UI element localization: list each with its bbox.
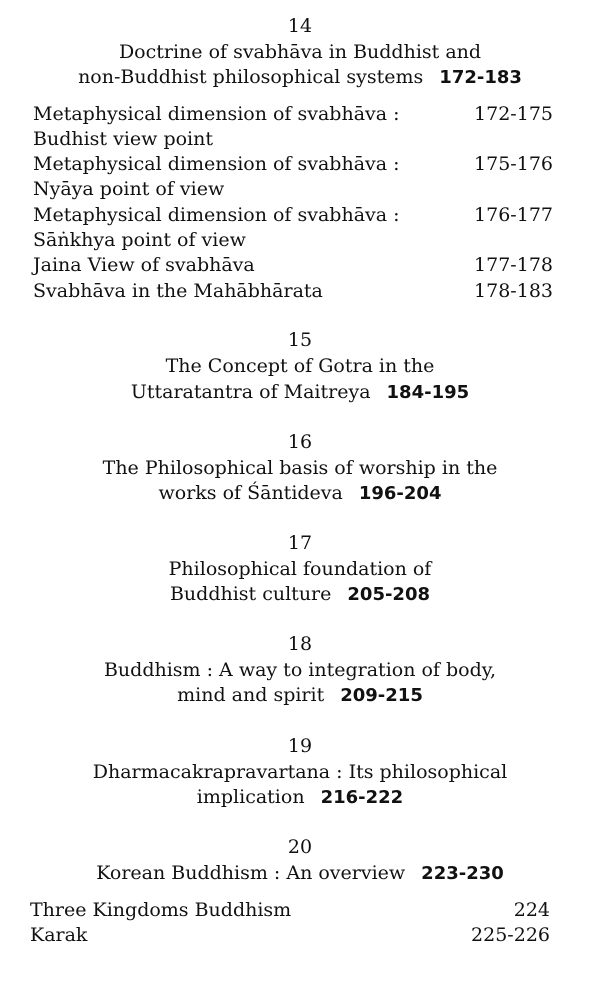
chapter-title-line: The Concept of Gotra in the (165, 355, 435, 377)
chapter-title-line: Buddhism : A way to integration of body, (103, 659, 497, 681)
section-title-continued: Sāṅkhya point of view (33, 229, 246, 251)
chapter-number: 20 (287, 836, 313, 858)
chapter-title-line-with-pages (0, 481, 600, 506)
chapter-page-range: 172-183 (439, 67, 522, 88)
chapter-title-line: works of Śāntideva (158, 482, 343, 504)
section-page-range: 176-177 (474, 204, 553, 226)
chapter-page-range: 184-195 (386, 382, 470, 403)
chapter-title-line: Uttaratantra of Maitreya (130, 381, 371, 403)
chapter-title-line-with-pages (0, 683, 600, 708)
section-page-range: 224 (513, 899, 550, 921)
chapter-page-range: 209-215 (340, 685, 423, 706)
section-title: Svabhāva in the Mahābhārata (33, 280, 323, 302)
section-title: Metaphysical dimension of svabhāva : (33, 153, 400, 175)
chapter-page-range: 196-204 (358, 483, 442, 504)
section-title-continued: Budhist view point (33, 128, 214, 150)
section-title-continued: Nyāya point of view (33, 178, 225, 200)
section-title: Metaphysical dimension of svabhāva : (33, 204, 400, 226)
chapter-number: 15 (287, 329, 313, 351)
chapter-number: 14 (287, 15, 313, 37)
section-title: Metaphysical dimension of svabhāva : (33, 103, 400, 125)
section-page-range: 172-175 (474, 103, 553, 125)
section-title: Jaina View of svabhāva (33, 254, 255, 276)
chapter-page-range: 223-230 (421, 863, 504, 884)
chapter-title-line: mind and spirit (177, 684, 325, 706)
chapter-number: 16 (287, 431, 313, 453)
chapter-title-line: Korean Buddhism : An overview (96, 862, 406, 884)
chapter-title-line: The Philosophical basis of worship in the (102, 457, 498, 479)
chapter-title-line-with-pages (0, 582, 600, 607)
chapter-title-line: implication (196, 786, 305, 808)
section-page-range: 177-178 (474, 254, 553, 276)
chapter-number: 19 (287, 735, 313, 757)
section-title: Karak (30, 924, 88, 946)
chapter-title-line-with-pages (0, 861, 600, 886)
chapter-title-line: Buddhist culture (169, 583, 332, 605)
chapter-number: 18 (287, 633, 313, 655)
chapter-page-range: 216-222 (320, 787, 404, 808)
section-page-range: 175-176 (474, 153, 553, 175)
chapter-title-line: non-Buddhist philosophical systems (78, 66, 424, 88)
chapter-title-line-with-pages (0, 65, 600, 90)
chapter-title-line: Dharmacakrapravartana : Its philosophical (92, 761, 508, 783)
chapter-title-line-with-pages (0, 380, 600, 405)
section-page-range: 178-183 (474, 280, 553, 302)
chapter-title-line-with-pages (0, 785, 600, 810)
chapter-page-range: 205-208 (347, 584, 431, 605)
chapter-number: 17 (287, 532, 313, 554)
section-title: Three Kingdoms Buddhism (30, 899, 292, 921)
chapter-title-line: Doctrine of svabhāva in Buddhist and (118, 41, 482, 63)
chapter-title-line: Philosophical foundation of (168, 558, 432, 580)
section-page-range: 225-226 (471, 924, 550, 946)
